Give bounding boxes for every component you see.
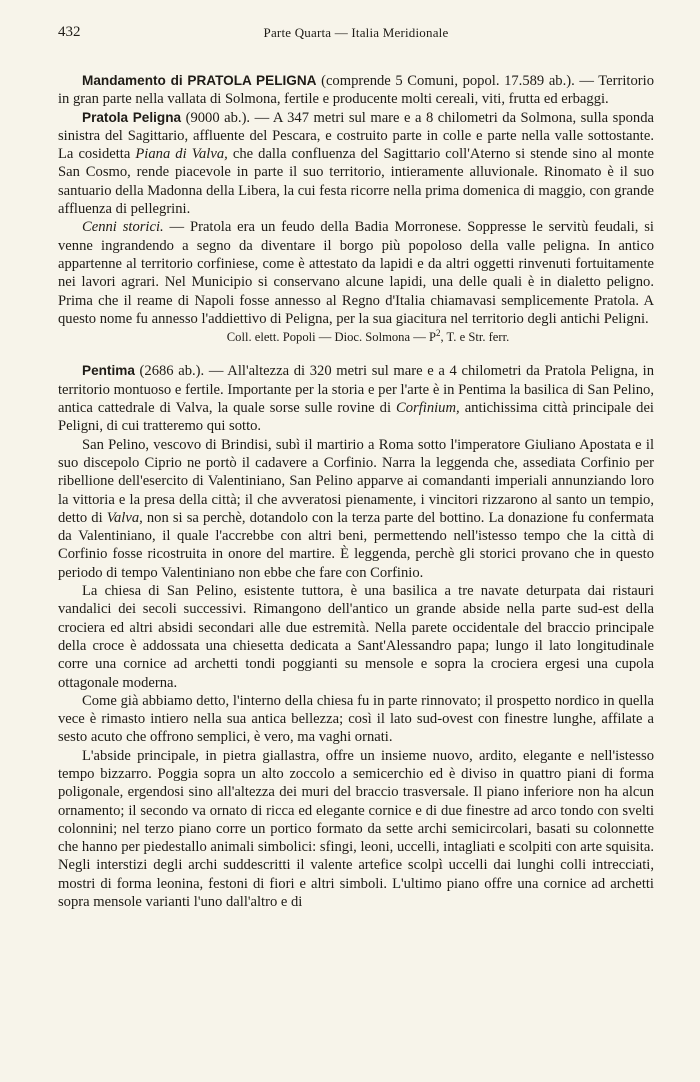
paragraph-abside: L'abside principale, in pietra giallastra, offre un insieme nuovo, ardito, elegante e nell'istesso tempo bizzarro. Poggia sopra un alto zoccolo a semicerchio ed è diviso in quattro piani di forma poligonale, ergendosi sino all'altezza dei muri del braccio trasversale. Il piano inferiore non ha alcun ornamento; il secondo va ornato di ricca ed elegante cornice e di due finestre ad arco tondo con svelti colonnini; nel terzo piano corre un portico formato da sette archi semicircolari, basati su colonnette che hanno per piedestallo animali simbolici: sfingi, leoni, uccelli, intagliati e scolpiti con arte squisita. Negli interstizi degli archi suddescritti il valente artefice scolpì uccelli dai lunghi colli intrecciati, mostri di forma leonina, festoni di fiori e altri simboli. L'ultimo piano offre una cornice ad archetti sopra mensole varianti l'uno dall'altro e di — [58, 747, 654, 911]
paragraph-mandamento — [58, 72, 654, 109]
mandamento-text: (comprende 5 Comuni, popol. 17.589 ab.). — Territorio in gran parte nella vallata di Solmona, fertile e producente molti cereali, viti, frutta ed erbaggi. — [58, 73, 654, 108]
cenni-text: — Pratola era un feudo della Badia Morronese. Soppresse le servitù feudali, si venne ingrandendo a segno da diventare il borgo più popoloso della valle peligna. In antico appartenne al territorio corfiniese, come è attestato da lapidi e da altri oggetti rinvenuti fortuitamente nei lavori agrari. Nel Municipio si conservano alcune lapidi, una delle quali è in dialetto peligno. Prima che il reame di Napoli fosse annesso al Regno d'Italia chiamavasi semplicemente Pratola. A questo nome fu annesso l'addiettivo di Peligna, per la sua giacitura nel territorio degli antichi Peligni. — [58, 219, 654, 327]
san-pelino-text-continued: non si sa perchè, dotandolo con la terza parte del bottino. La donazione fu confermata da Valentiniano, il quale l'accrebbe con altri beni, permettendo nell'istesso tempo che la città di Corfinio fosse ricostruita in onore del martire. È leggenda, perchè gli storici provano che in questo periodo di tempo Valentiniano non ebbe che fare con Corfinio. — [58, 509, 654, 581]
paragraph-interno: Come già abbiamo detto, l'interno della chiesa fu in parte rinnovato; il prospetto nordico in quella vece è rimasto intiero nella sua antica bellezza; così il lato sud-ovest con finestre lunghe, affilate a sesto acuto che offrono semplici, è vero, ma vaghi ornati. — [58, 692, 654, 746]
paragraph-san-pelino — [58, 436, 654, 582]
citation-line — [58, 328, 654, 346]
citation-text-end: , T. e Str. ferr. — [440, 330, 510, 345]
cenni-heading: Cenni storici. — [82, 219, 164, 236]
running-head — [58, 24, 654, 46]
page-body — [58, 72, 654, 911]
citation-superscript: 2 — [435, 327, 441, 338]
header-title: Parte Quarta — Italia Meridionale — [263, 25, 449, 40]
paragraph-pentima — [58, 362, 654, 435]
san-pelino-text: San Pelino, vescovo di Brindisi, subì il martirio a Roma sotto l'imperatore Giuliano Apostata e il suo discepolo Ciprio ne portò il cadavere a Corfinio. Narra la leggenda che, assediata Corfinio per ribellione dell'esercito di Valentiniano, San Pelino apparve ai comandanti imperiali annunziando loro la vittoria e la presa della città; il che avveratosi pienamente, i vincitori rizzarono al santo un tempio, detto di — [58, 436, 654, 526]
pentima-italic: Corfinium, — [396, 400, 460, 417]
mandamento-name: Mandamento di PRATOLA PELIGNA — [82, 73, 317, 88]
paragraph-cenni-storici — [58, 218, 654, 328]
pentima-text-continued: antichissima città principale dei Peligni, di cui tratteremo qui sotto. — [58, 400, 654, 435]
pratola-text: (9000 ab.). — A 347 metri sul mare e a 8 chilometri da Solmona, sulla sponda sinistra del Sagittario, affluente del Pescara, e costruito parte in colle e parte nella valle sottostante. La cosidetta — [58, 109, 655, 163]
paragraph-chiesa: La chiesa di San Pelino, esistente tuttora, è una basilica a tre navate deturpata dai ristauri vandalici dei secoli successivi. Rimangono dell'antico un grande abside nella parte sud-est della crociera ed altri absidi secondari alle due estremità. Nella parete occidentale del braccio principale della croce è addossata una chiesetta dedicata a Sant'Alessandro papa; lungo il lato longitudinale corre una cornice ad archetti tondi poggianti su mensole e sopra la crociera ergesi una cupola ottagonale moderna. — [58, 583, 654, 691]
citation-text: Coll. elett. Popoli — Dioc. Solmona — P — [226, 330, 436, 345]
pentima-name: Pentima — [82, 363, 135, 379]
pratola-text-continued: che dalla confluenza del Sagittario coll'Aterno si stende sino al monte San Cosmo, rende piacevole in parte il suo territorio, intieramente alluvionale. Rinomato è il suo santuario della Madonna della Libera, la cui festa ricorre nella prima domenica di maggio, con grande affluenza di pellegrini. — [58, 146, 654, 218]
page-number: 432 — [58, 24, 81, 40]
paragraph-pratola — [58, 109, 654, 219]
san-pelino-italic: Valva, — [106, 509, 143, 526]
pentima-text: (2686 ab.). — All'altezza di 320 metri sul mare e a 4 chilometri da Pratola Peligna, in territorio montuoso e fertile. Importante per la storia e per l'arte è in Pentima la basilica di San Pelino, antica cattedrale di Valva, la quale sorse sulle rovine di — [58, 363, 654, 417]
pratola-name: Pratola Peligna — [82, 109, 182, 125]
pratola-italic: Piana di Valva, — [135, 146, 228, 163]
